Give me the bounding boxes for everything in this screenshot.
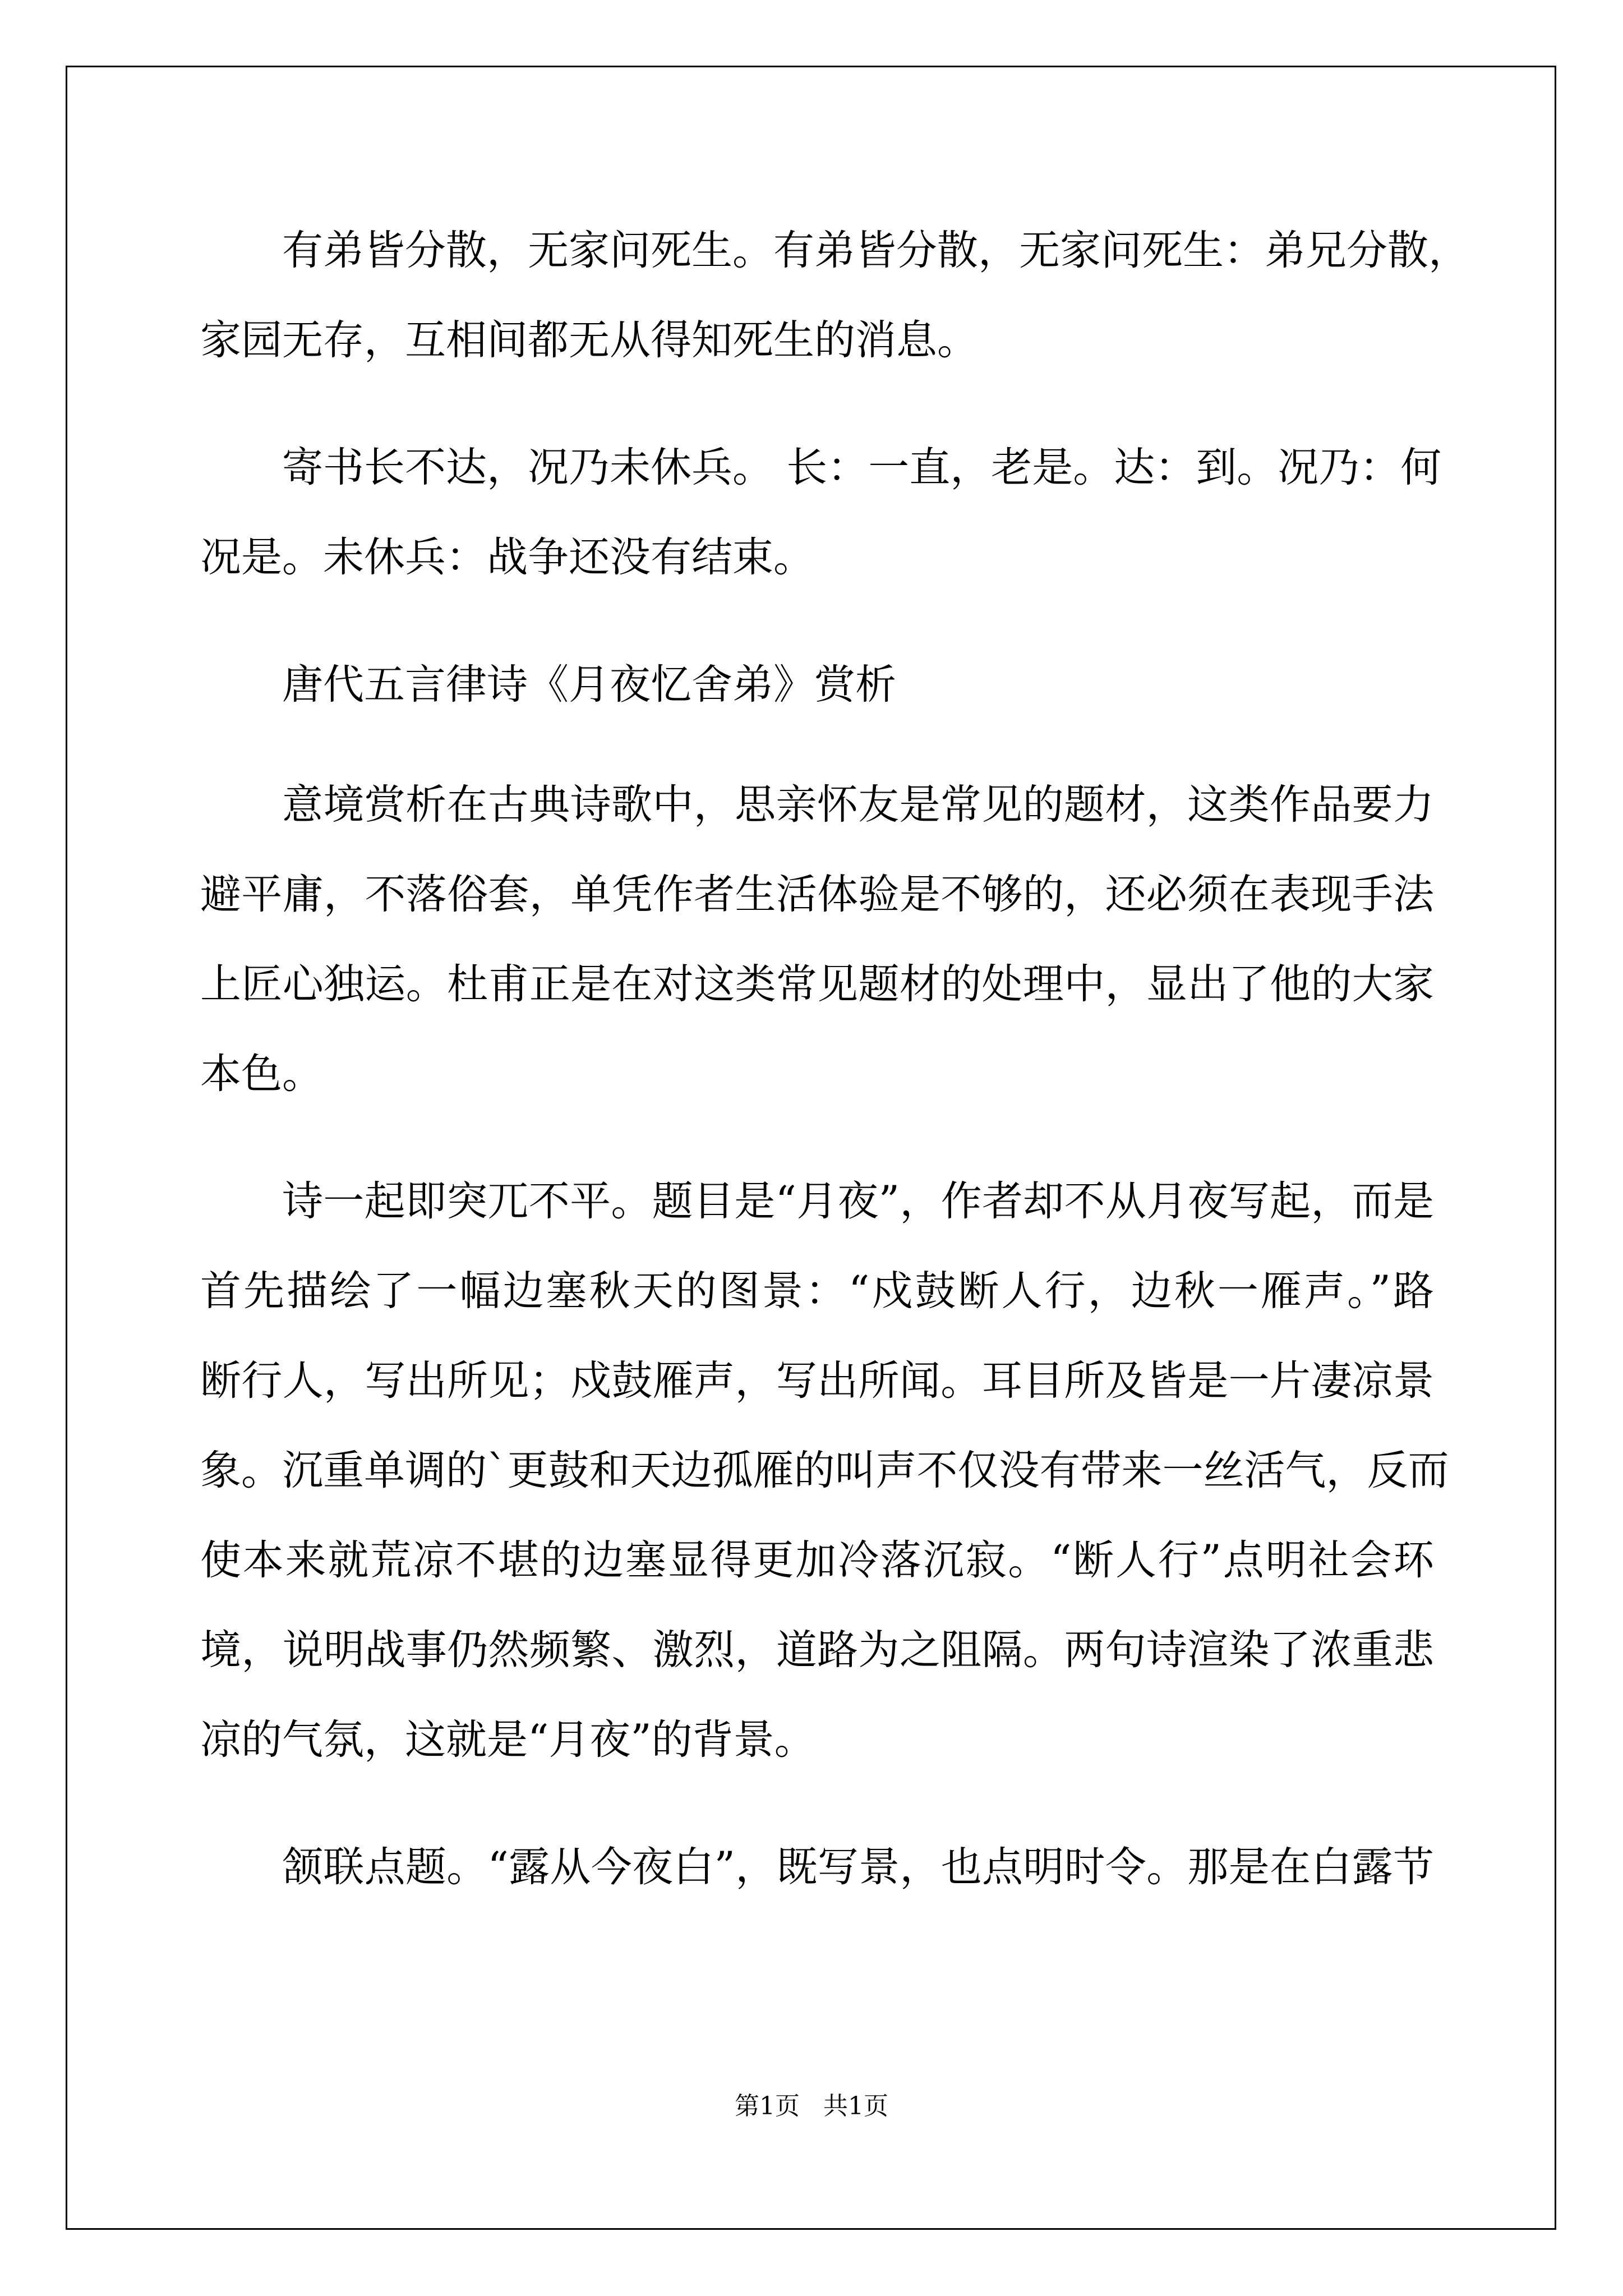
text-line: 诗一起即突兀不平。题目是“月夜”，作者却不从月夜写起，而是: [282, 1177, 1434, 1225]
page-number: 第1页: [735, 2092, 800, 2120]
text-line: 上匠心独运。杜甫正是在对这类常见题材的处理中，显出了他的大家: [200, 960, 1434, 1008]
text-line: 使本来就荒凉不堪的边塞显得更加冷落沉寂。“断人行”点明社会环: [200, 1536, 1434, 1584]
text-line: 意境赏析在古典诗歌中，思亲怀友是常见的题材，这类作品要力: [282, 781, 1434, 829]
text-line: 首先描绘了一幅边塞秋天的图景：“戍鼓断人行，边秋一雁声。”路: [200, 1267, 1434, 1315]
text-line: 颔联点题。“露从今夜白”，既写景，也点明时令。那是在白露节: [282, 1843, 1434, 1891]
text-line: 象。沉重单调的`更鼓和天边孤雁的叫声不仅没有带来一丝活气，反而: [200, 1447, 1449, 1494]
page-border: [66, 66, 1556, 2230]
page-total: 共1页: [823, 2092, 888, 2120]
text-line: 家园无存，互相间都无从得知死生的消息。: [200, 316, 978, 364]
text-line: 凉的气氛，这就是“月夜”的背景。: [200, 1716, 815, 1764]
text-line: 况是。未休兵：战争还没有结束。: [200, 533, 814, 581]
text-line: 本色。: [200, 1050, 323, 1098]
page-footer: [0, 2090, 1623, 2123]
text-line: 有弟皆分散，无家问死生。有弟皆分散，无家问死生：弟兄分散，: [282, 227, 1469, 274]
text-line: 唐代五言律诗《月夜忆舍弟》赏析: [282, 661, 896, 708]
text-line: 境，说明战事仍然频繁、激烈，道路为之阻隔。两句诗渲染了浓重悲: [200, 1626, 1434, 1674]
text-line: 避平庸，不落俗套，单凭作者生活体验是不够的，还必须在表现手法: [200, 871, 1434, 918]
text-line: 寄书长不达，况乃未休兵。 长：一直，老是。达：到。况乃：何: [282, 444, 1442, 491]
text-line: 断行人，写出所见；戍鼓雁声，写出所闻。耳目所及皆是一片凄凉景: [200, 1357, 1434, 1405]
